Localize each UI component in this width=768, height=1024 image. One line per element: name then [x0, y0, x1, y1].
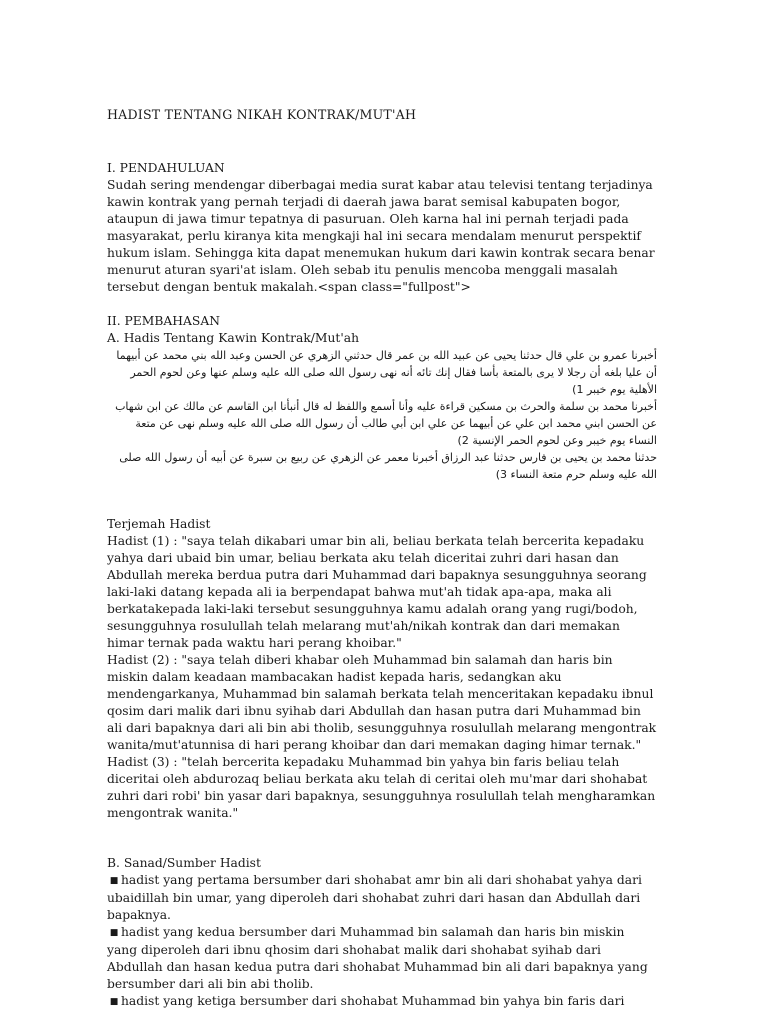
terjemah-hadist-2: Hadist (2) : "saya telah diberi khabar oleh Muhammad bin salamah dan haris bin miskin dalam keadaan mambacakan hadist kepada haris, sedangkan aku mendengarkanya, Muhammad bin salamah berkata telah menceritakan kepadaku ibnul qosim dari malik dari ibnu syihab dari Abdullah dan hasan putra dari Muhammad bin ali dari bapaknya dari ali bin abi tholib, sesungguhnya rosulullah melarang mengontrak wanita/mut'atunnisa di hari perang khoibar dan dari memakan daging himar ternak." — [107, 653, 657, 752]
arabic-hadith-1 — [107, 347, 657, 398]
sanad-list — [107, 872, 657, 1011]
list-item — [107, 872, 657, 924]
spacer — [107, 483, 657, 516]
arabic-hadith-1-text: أخبرنا عمرو بن علي قال حدثنا يحيى عن عبيد الله بن عمر قال حدثني الزهري عن الحسن وعبد الله بني محمد عن أبيهما أن عليا بلغه أن رجلا لا يرى بالمتعة بأسا فقال إنك تائه أنه نهى رسول الله صلى الله عليه وسلم عنها وعن لحوم الحمر الأهلية يوم خيبر — [116, 349, 657, 396]
arabic-hadith-3 — [107, 449, 657, 483]
sanad-item-text: hadist yang pertama bersumber dari shohabat amr bin ali dari shohabat yahya dari ubaidillah bin umar, yang diperoleh dari shohabat zuhri dari hasan dan Abdullah dari bapaknya. — [107, 873, 642, 922]
bullet-icon: ■ — [109, 997, 119, 1007]
subheading-sanad: B. Sanad/Sumber Hadist — [107, 856, 261, 870]
spacer — [107, 296, 657, 313]
list-item — [107, 924, 657, 993]
section-heading-pembahasan: II. PEMBAHASAN — [107, 314, 220, 328]
bullet-icon: ■ — [109, 928, 119, 938]
document-body — [107, 106, 657, 1011]
arabic-hadith-2-number: 2) — [457, 434, 469, 447]
list-item — [107, 993, 657, 1011]
terjemah-hadist-1: Hadist (1) : "saya telah dikabari umar bin ali, beliau berkata telah bercerita kepadaku yahya dari ubaid bin umar, beliau berkata aku telah diceritai zuhri dari hasan dan Abdullah mereka berdua putra dari Muhammad dari bapaknya sesungguhnya seorang laki-laki datang kepada ali ia berpendapat bahwa mut'ah tidak apa-apa, maka ali berkatakepada laki-laki tersebut sesungguhnya kamu adalah orang yang rugi/bodoh, sesungguhnya rosulullah telah melarang mut'ah/nikah kontrak dan dari memakan himar ternak pada waktu hari perang khoibar." — [107, 534, 647, 650]
terjemah-hadist-3: Hadist (3) : "telah bercerita kepadaku Muhammad bin yahya bin faris beliau telah diceritai oleh abdurozaq beliau berkata aku telah di ceritai oleh mu'mar dari shohabat zuhri dari robi' bin yasar dari bapaknya, sesungguhnya rosulullah telah mengharamkan mengontrak wanita." — [107, 755, 656, 820]
arabic-hadith-2 — [107, 398, 657, 449]
document-title: HADIST TENTANG NIKAH KONTRAK/MUT'AH — [107, 107, 417, 122]
sanad-item-text: hadist yang ketiga bersumber dari shohabat Muhammad bin yahya bin faris dari — [121, 994, 625, 1008]
terjemah-heading: Terjemah Hadist — [107, 517, 211, 531]
section-heading-pendahuluan: I. PENDAHULUAN — [107, 161, 225, 175]
pendahuluan-paragraph: Sudah sering mendengar diberbagai media surat kabar atau televisi tentang terjadinya kawin kontrak yang pernah terjadi di daerah jawa barat semisal kabupaten bogor, ataupun di jawa timur tepatnya di pasuruan. Oleh karna hal ini pernah terjadi pada masyarakat, perlu kiranya kita mengkaji hal ini secara mendalam menurut perspektif hukum islam. Sehingga kita dapat menemukan hukum dari kawin kontrak secara benar menurut aturan syari'at islam. Oleh sebab itu penulis mencoba menggali masalah tersebut dengan bentuk makalah.<span class="fullpost"> — [107, 178, 655, 294]
arabic-hadith-3-text: حدثنا محمد بن يحيى بن فارس حدثنا عبد الرزاق أخبرنا معمر عن الزهري عن ربيع بن سبرة عن أبيه أن رسول الله صلى الله عليه وسلم حرم متعة النساء — [119, 451, 657, 481]
sanad-item-text: hadist yang kedua bersumber dari Muhammad bin salamah dan haris bin miskin yang diperoleh dari ibnu qhosim dari shohabat malik dari shohabat syihab dari Abdullah dan hasan kedua putra dari shohabat Muhammad bin ali dari bapaknya yang bersumber dari ali bin abi tholib. — [107, 925, 648, 991]
spacer — [107, 123, 657, 160]
arabic-hadith-3-number: 3) — [495, 468, 507, 481]
arabic-hadith-1-number: 1) — [572, 383, 584, 396]
spacer — [107, 822, 657, 855]
subheading-hadis-kawin-kontrak: A. Hadis Tentang Kawin Kontrak/Mut'ah — [107, 331, 360, 345]
arabic-hadith-2-text: أخبرنا محمد بن سلمة والحرث بن مسكين قراءة عليه وأنا أسمع واللفظ له قال أنبأنا ابن القاسم عن مالك عن ابن شهاب عن الحسن ابني محمد ابن علي عن أبيهما عن علي ابن أبي طالب أن رسول الله صلى الله عليه وسلم نهى عن متعة النساء يوم خيبر وعن لحوم الحمر الإنسية — [115, 400, 657, 447]
bullet-icon: ■ — [109, 876, 119, 886]
